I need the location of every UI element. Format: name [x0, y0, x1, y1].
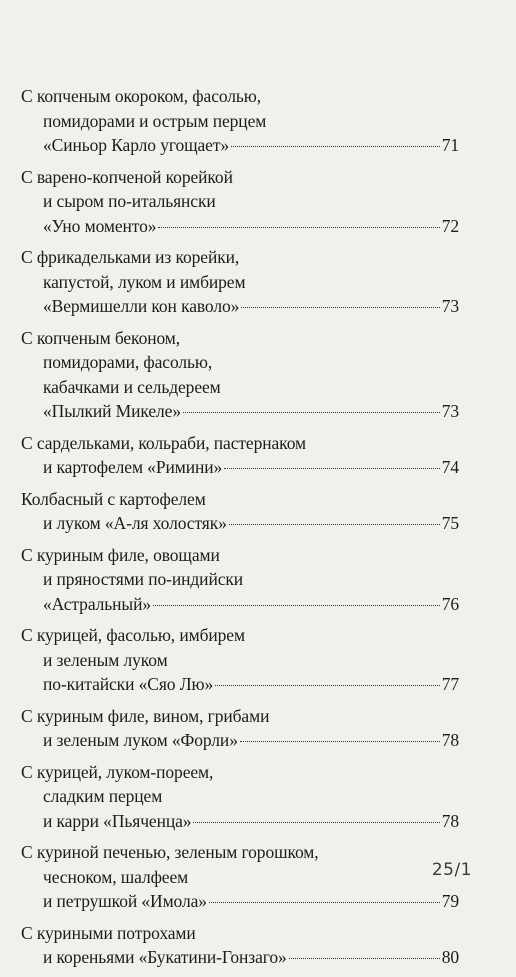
- entry-line: «Уно моменто»: [43, 215, 157, 236]
- entry-line: помидорами, фасолью,: [43, 352, 213, 372]
- dot-leader: [224, 468, 440, 469]
- entry-page-number: 75: [441, 513, 459, 533]
- toc-entry: [21, 623, 459, 697]
- entry-line: и кореньями «Букатини-Гонзаго»: [43, 947, 287, 967]
- entry-line: и зеленым луком: [43, 649, 168, 670]
- entry-last-line: [21, 592, 459, 617]
- entry-last-line: [21, 455, 459, 480]
- entry-line: С куриным филе, овощами: [21, 544, 220, 565]
- entry-line: С фрикадельками из корейки,: [21, 247, 240, 267]
- entry-line: и петрушкой «Имола»: [43, 891, 207, 911]
- entry-page-number: 80: [441, 947, 459, 967]
- entry-line: С курицей, луком-пореем,: [21, 761, 214, 782]
- entry-line: Колбасный с картофелем: [21, 488, 206, 509]
- toc-entry: [21, 165, 459, 239]
- dot-leader: [241, 307, 439, 308]
- entry-last-line: [21, 214, 459, 239]
- entry-page-number: 79: [441, 891, 459, 911]
- entry-page-number: 73: [441, 296, 459, 316]
- entry-line: и картофелем «Римини»: [43, 457, 223, 477]
- toc-entry: [21, 431, 459, 480]
- entry-last-line: [21, 672, 459, 697]
- dot-leader: [240, 741, 440, 742]
- entry-line: чесноком, шалфеем: [43, 866, 189, 887]
- entry-page-number: 74: [441, 457, 459, 477]
- entry-page-number: 71: [441, 135, 459, 155]
- entry-line: С копченым окороком, фасолью,: [21, 86, 262, 106]
- entry-line: С куриным филе, вином, грибами: [21, 705, 270, 726]
- entry-line: капустой, луком и имбирем: [43, 271, 246, 292]
- entry-last-line: [21, 399, 459, 424]
- page-number: 25/1: [431, 860, 472, 880]
- dot-leader: [193, 822, 439, 823]
- entry-line: «Астральный»: [43, 593, 152, 614]
- entry-line: С копченым беконом,: [21, 327, 181, 348]
- entry-line: по-китайски «Сяо Лю»: [43, 674, 214, 694]
- toc-entry: [21, 543, 459, 617]
- entry-line: и зеленым луком «Форли»: [43, 730, 238, 750]
- dot-leader: [153, 605, 440, 606]
- toc-entry: [21, 326, 459, 424]
- entry-last-line: [21, 133, 459, 158]
- entry-page-number: 77: [441, 674, 459, 694]
- entry-line: сладким перцем: [43, 786, 163, 806]
- entry-line: «Синьор Карло угощает»: [43, 135, 230, 155]
- entry-last-line: [21, 728, 459, 753]
- table-of-contents: [21, 84, 459, 977]
- entry-line: и луком «А-ля холостяк»: [43, 513, 227, 533]
- toc-entry: [21, 84, 459, 158]
- dot-leader: [183, 412, 440, 413]
- entry-line: и пряностями по-индийски: [43, 569, 244, 589]
- entry-line: С варено-копченой корейкой: [21, 166, 233, 187]
- entry-last-line: [21, 809, 459, 834]
- entry-line: С куриной печенью, зеленым горошком,: [21, 842, 319, 862]
- entry-line: и карри «Пьяченца»: [43, 810, 192, 831]
- entry-page-number: 76: [441, 593, 459, 614]
- entry-line: С сардельками, кольраби, пастернаком: [21, 432, 306, 453]
- dot-leader: [215, 685, 440, 686]
- toc-entry: [21, 921, 459, 970]
- dot-leader: [231, 146, 440, 147]
- toc-entry: [21, 704, 459, 753]
- dot-leader: [209, 902, 440, 903]
- dot-leader: [289, 958, 440, 959]
- entry-last-line: [21, 511, 459, 536]
- entry-line: помидорами и острым перцем: [43, 110, 267, 131]
- toc-entry: [21, 760, 459, 834]
- entry-page-number: 73: [441, 401, 459, 421]
- dot-leader: [229, 524, 440, 525]
- toc-entry: [21, 245, 459, 319]
- entry-line: С куриными потрохами: [21, 922, 196, 943]
- dot-leader: [158, 227, 439, 228]
- entry-page-number: 72: [441, 215, 459, 236]
- entry-line: и сыром по-итальянски: [43, 191, 216, 211]
- entry-last-line: [21, 294, 459, 319]
- entry-line: «Вермишелли кон каволо»: [43, 296, 240, 316]
- toc-entry: [21, 840, 459, 914]
- entry-last-line: [21, 889, 459, 914]
- entry-last-line: [21, 945, 459, 970]
- entry-page-number: 78: [441, 810, 459, 831]
- entry-line: С курицей, фасолью, имбирем: [21, 625, 245, 645]
- entry-line: кабачками и сельдереем: [43, 376, 221, 397]
- entry-line: «Пылкий Микеле»: [43, 401, 181, 421]
- entry-page-number: 78: [441, 730, 459, 750]
- toc-entry: [21, 487, 459, 536]
